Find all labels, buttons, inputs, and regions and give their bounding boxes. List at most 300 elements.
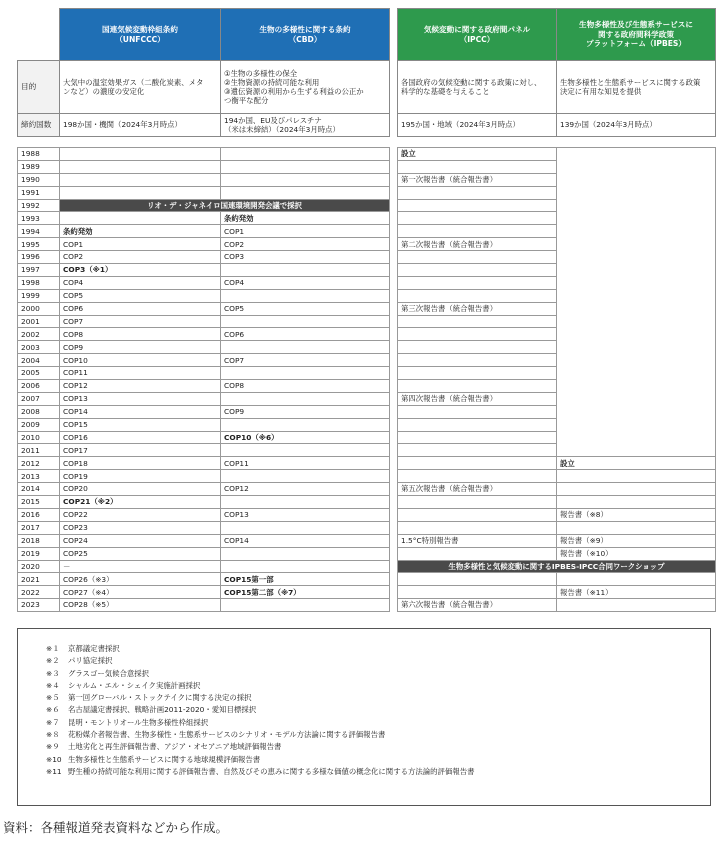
ipcc-event (398, 276, 557, 289)
year-cell: 2005 (18, 367, 60, 380)
unfccc-event (60, 173, 221, 186)
spacer (390, 392, 398, 405)
unfccc-event: COP10 (60, 354, 221, 367)
spacer (390, 328, 398, 341)
note-mark: ※２ (46, 656, 60, 666)
timeline-row (18, 483, 716, 496)
cbd-event: COP7 (221, 354, 390, 367)
cbd-event (221, 160, 390, 173)
cbd-event: COP4 (221, 276, 390, 289)
ipcc-header: 気候変動に関する政府間パネル （IPCC） (398, 9, 557, 61)
ipbes-event (557, 328, 716, 341)
ipcc-event: 第六次報告書（統合報告書） (398, 599, 557, 612)
spacer (390, 148, 398, 161)
timeline-row (18, 212, 716, 225)
timeline-row (18, 160, 716, 173)
note-mark: ※７ (46, 717, 60, 727)
note-item (46, 668, 710, 680)
year-cell: 2013 (18, 470, 60, 483)
unfccc-event: COP12 (60, 380, 221, 393)
unfccc-event: COP7 (60, 315, 221, 328)
cbd-event (221, 367, 390, 380)
spacer (390, 418, 398, 431)
joint-workshop-band: 生物多様性と気候変動に関するIPBES-IPCC合同ワークショップ (398, 560, 716, 573)
year-cell: 2019 (18, 547, 60, 560)
ipbes-purpose: 生物多様性と生態系サービスに関する政策 決定に有用な知見を提供 (557, 61, 716, 114)
spacer (390, 470, 398, 483)
timeline-row (18, 173, 716, 186)
year-cell: 1990 (18, 173, 60, 186)
spacer (390, 341, 398, 354)
spacer (390, 276, 398, 289)
timeline-row (18, 186, 716, 199)
ipbes-event (557, 199, 716, 212)
note-text: 野生種の持続可能な利用に関する評価報告書、自然及びその恵みに関する多様な価値の概念化に関する方法論的評価報告書 (68, 766, 475, 776)
unfccc-event (60, 160, 221, 173)
timeline-row (18, 225, 716, 238)
cbd-event: COP9 (221, 405, 390, 418)
timeline-row (18, 444, 716, 457)
ipbes-event (557, 599, 716, 612)
cbd-event: COP11 (221, 457, 390, 470)
note-mark: ※９ (46, 742, 60, 752)
note-text: パリ協定採択 (68, 656, 113, 666)
note-text: 昆明・モントリオール生物多様性枠組採択 (68, 717, 209, 727)
timeline-row (18, 573, 716, 586)
timeline-row (18, 251, 716, 264)
timeline-row (18, 341, 716, 354)
ipbes-event (557, 341, 716, 354)
note-mark: ※１ (46, 644, 60, 653)
spacer (390, 367, 398, 380)
ipcc-event (398, 496, 557, 509)
year-cell: 2008 (18, 405, 60, 418)
ipbes-event (557, 225, 716, 238)
ipbes-event (557, 251, 716, 264)
cbd-event (221, 418, 390, 431)
ipbes-event (557, 186, 716, 199)
year-cell: 1996 (18, 251, 60, 264)
ipbes-event (557, 367, 716, 380)
cbd-event (221, 547, 390, 560)
spacer (390, 483, 398, 496)
spacer (390, 302, 398, 315)
ipbes-event: 報告書（※9） (557, 534, 716, 547)
spacer (390, 186, 398, 199)
unfccc-event: COP14 (60, 405, 221, 418)
corner-cell (18, 9, 60, 61)
cbd-event (221, 599, 390, 612)
spacer (390, 264, 398, 277)
timeline-row (18, 199, 716, 212)
spacer (390, 431, 398, 444)
ipcc-event (398, 418, 557, 431)
timeline-row (18, 431, 716, 444)
cbd-event (221, 496, 390, 509)
note-item (46, 741, 710, 753)
timeline-table (17, 147, 716, 612)
note-item (46, 717, 710, 729)
timeline-row (18, 418, 716, 431)
notes-box (17, 628, 711, 806)
ipbes-event (557, 431, 716, 444)
ipcc-event (398, 328, 557, 341)
note-item (46, 655, 710, 667)
year-cell: 2021 (18, 573, 60, 586)
timeline-row (18, 380, 716, 393)
ipbes-event (557, 392, 716, 405)
timeline-row (18, 470, 716, 483)
ipcc-event (398, 225, 557, 238)
cbd-event (221, 560, 390, 573)
spacer (390, 238, 398, 251)
unfccc-event: 条約発効 (60, 225, 221, 238)
unfccc-event: COP8 (60, 328, 221, 341)
ipcc-event: 第四次報告書（統合報告書） (398, 392, 557, 405)
note-text: 生物多様性と生態系サービスに関する地球規模評価報告書 (68, 754, 261, 764)
ipbes-header: 生物多様性及び生態系サービスに 関する政府間科学政策 プラットフォーム（IPBES） (557, 9, 716, 61)
spacer (390, 534, 398, 547)
ipcc-event (398, 354, 557, 367)
timeline-row (18, 547, 716, 560)
ipbes-event (557, 289, 716, 302)
timeline-row (18, 560, 716, 573)
ipbes-event (557, 302, 716, 315)
cbd-event: COP8 (221, 380, 390, 393)
cbd-event (221, 173, 390, 186)
cbd-members: 194か国、EU及びパレスチナ （米は未締結）（2024年3月時点） (221, 114, 390, 137)
cbd-event: COP3 (221, 251, 390, 264)
year-cell: 2002 (18, 328, 60, 341)
year-cell: 2023 (18, 599, 60, 612)
year-cell: 2011 (18, 444, 60, 457)
ipbes-event (557, 418, 716, 431)
ipcc-event (398, 199, 557, 212)
ipbes-event: 報告書（※11） (557, 586, 716, 599)
ipcc-event: 第二次報告書（統合報告書） (398, 238, 557, 251)
timeline-row (18, 264, 716, 277)
unfccc-event (60, 148, 221, 161)
cbd-event (221, 444, 390, 457)
ipcc-event (398, 264, 557, 277)
unfccc-event: COP17 (60, 444, 221, 457)
ipcc-event (398, 547, 557, 560)
unfccc-event: COP26（※3） (60, 573, 221, 586)
unfccc-event (60, 186, 221, 199)
spacer (390, 354, 398, 367)
ipcc-event (398, 367, 557, 380)
timeline-row (18, 508, 716, 521)
spacer (390, 496, 398, 509)
ipbes-event (557, 354, 716, 367)
note-item (46, 643, 710, 655)
spacer (390, 160, 398, 173)
source-caption: 資料：各種報道発表資料などから作成。 (3, 820, 229, 835)
note-text: 京都議定書採択 (68, 644, 120, 653)
year-cell: 1991 (18, 186, 60, 199)
cbd-event: COP13 (221, 508, 390, 521)
timeline-row (18, 354, 716, 367)
rio-conference-band: リオ・デ・ジャネイロ国連環境開発会議で採択 (60, 199, 390, 212)
cbd-event (221, 148, 390, 161)
timeline-row (18, 302, 716, 315)
cbd-event (221, 264, 390, 277)
timeline-row (18, 586, 716, 599)
ipcc-event (398, 186, 557, 199)
cbd-event (221, 521, 390, 534)
note-text: 土地劣化と再生評価報告書、アジア・オセアニア地域評価報告書 (68, 742, 282, 752)
year-cell: 1997 (18, 264, 60, 277)
unfccc-event: COP22 (60, 508, 221, 521)
ipcc-event (398, 508, 557, 521)
note-item (46, 754, 710, 766)
spacer (390, 199, 398, 212)
ipcc-event (398, 405, 557, 418)
spacer (390, 251, 398, 264)
cbd-event: COP15第一部 (221, 573, 390, 586)
spacer (390, 225, 398, 238)
year-cell: 2022 (18, 586, 60, 599)
note-text: グラスゴー気候合意採択 (68, 668, 150, 678)
cbd-event: COP5 (221, 302, 390, 315)
year-cell: 2012 (18, 457, 60, 470)
spacer (390, 573, 398, 586)
ipbes-event (557, 521, 716, 534)
spacer (390, 173, 398, 186)
cbd-event: COP1 (221, 225, 390, 238)
unfccc-event: COP1 (60, 238, 221, 251)
ipbes-event (557, 380, 716, 393)
timeline-row (18, 521, 716, 534)
timeline-row (18, 315, 716, 328)
ipcc-event (398, 521, 557, 534)
ipcc-members: 195か国・地域（2024年3月時点） (398, 114, 557, 137)
unfccc-event: COP15 (60, 418, 221, 431)
cbd-event: COP15第二部（※7） (221, 586, 390, 599)
timeline-row (18, 148, 716, 161)
ipcc-event: 第三次報告書（統合報告書） (398, 302, 557, 315)
timeline-row (18, 457, 716, 470)
note-mark: ※11 (46, 766, 62, 776)
ipbes-event (557, 470, 716, 483)
cbd-event: COP2 (221, 238, 390, 251)
ipbes-event (557, 444, 716, 457)
timeline-row (18, 392, 716, 405)
unfccc-event: COP16 (60, 431, 221, 444)
ipcc-event (398, 457, 557, 470)
ipcc-event: 第五次報告書（統合報告書） (398, 483, 557, 496)
unfccc-event: COP21（※2） (60, 496, 221, 509)
year-cell: 2007 (18, 392, 60, 405)
timeline-row (18, 405, 716, 418)
spacer (390, 212, 398, 225)
year-cell: 1999 (18, 289, 60, 302)
unfccc-event: COP2 (60, 251, 221, 264)
cbd-event (221, 289, 390, 302)
ipcc-event: 設立 (398, 148, 557, 161)
unfccc-event (60, 212, 221, 225)
year-cell: 2009 (18, 418, 60, 431)
year-cell: 1993 (18, 212, 60, 225)
ipbes-event (557, 264, 716, 277)
ipcc-event (398, 470, 557, 483)
ipcc-event (398, 380, 557, 393)
timeline-row (18, 367, 716, 380)
note-mark: ※３ (46, 668, 60, 678)
cbd-event: COP10（※6） (221, 431, 390, 444)
note-item (46, 729, 710, 741)
spacer (390, 405, 398, 418)
year-cell: 1995 (18, 238, 60, 251)
spacer (390, 521, 398, 534)
ipcc-event: 1.5°C特別報告書 (398, 534, 557, 547)
year-cell: 2017 (18, 521, 60, 534)
unfccc-event: COP4 (60, 276, 221, 289)
ipbes-event (557, 148, 716, 161)
cbd-event: 条約発効 (221, 212, 390, 225)
cbd-event (221, 470, 390, 483)
ipbes-event (557, 276, 716, 289)
unfccc-event: COP5 (60, 289, 221, 302)
ipbes-event (557, 496, 716, 509)
spacer (390, 315, 398, 328)
spacer (390, 560, 398, 573)
unfccc-header: 国連気候変動枠組条約 （UNFCCC） (60, 9, 221, 61)
unfccc-event: COP27（※4） (60, 586, 221, 599)
year-cell: 2004 (18, 354, 60, 367)
note-text: 名古屋議定書採択、戦略計画2011-2020・愛知目標採択 (68, 705, 257, 715)
ipbes-event (557, 315, 716, 328)
note-mark: ※５ (46, 693, 60, 703)
cbd-event (221, 186, 390, 199)
cbd-event (221, 341, 390, 354)
year-cell: 2018 (18, 534, 60, 547)
note-mark: ※４ (46, 680, 60, 690)
spacer (390, 289, 398, 302)
note-item (46, 692, 710, 704)
year-cell: 1992 (18, 199, 60, 212)
year-cell: 1988 (18, 148, 60, 161)
unfccc-purpose: 大気中の温室効果ガス（二酸化炭素、メタ ンなど）の濃度の安定化 (60, 61, 221, 114)
ipcc-event (398, 431, 557, 444)
timeline-row (18, 238, 716, 251)
unfccc-event: COP6 (60, 302, 221, 315)
unfccc-event: COP11 (60, 367, 221, 380)
spacer (390, 547, 398, 560)
note-text: 第一回グローバル・ストックテイクに関する決定の採択 (68, 693, 252, 703)
year-cell: 2020 (18, 560, 60, 573)
note-text: 花粉媒介者報告書、生物多様性・生態系サービスのシナリオ・モデル方法論に関する評価報告書 (68, 730, 386, 740)
ipbes-event (557, 573, 716, 586)
cbd-event (221, 392, 390, 405)
unfccc-members: 198か国・機関（2024年3月時点） (60, 114, 221, 137)
purpose-label: 目的 (18, 61, 60, 114)
timeline-row (18, 599, 716, 612)
unfccc-event: COP25 (60, 547, 221, 560)
note-item (46, 766, 710, 778)
timeline-row (18, 276, 716, 289)
ipcc-event (398, 160, 557, 173)
year-cell: 2014 (18, 483, 60, 496)
year-cell: 1989 (18, 160, 60, 173)
spacer (390, 380, 398, 393)
ipbes-event (557, 238, 716, 251)
ipbes-event (557, 160, 716, 173)
overview-table (17, 8, 716, 137)
ipcc-event (398, 586, 557, 599)
unfccc-event: － (60, 560, 221, 573)
year-cell: 2010 (18, 431, 60, 444)
ipbes-event: 報告書（※10） (557, 547, 716, 560)
ipbes-event (557, 483, 716, 496)
ipcc-event: 第一次報告書（統合報告書） (398, 173, 557, 186)
unfccc-event: COP28（※5） (60, 599, 221, 612)
unfccc-event: COP18 (60, 457, 221, 470)
spacer (390, 457, 398, 470)
spacer (390, 508, 398, 521)
cbd-event (221, 315, 390, 328)
year-cell: 2006 (18, 380, 60, 393)
year-cell: 1994 (18, 225, 60, 238)
unfccc-event: COP24 (60, 534, 221, 547)
spacer (390, 444, 398, 457)
members-label: 締約国数 (18, 114, 60, 137)
ipbes-event (557, 173, 716, 186)
year-cell: 1998 (18, 276, 60, 289)
unfccc-event: COP20 (60, 483, 221, 496)
unfccc-event: COP13 (60, 392, 221, 405)
ipbes-event (557, 212, 716, 225)
unfccc-event: COP23 (60, 521, 221, 534)
ipcc-event (398, 289, 557, 302)
ipcc-event (398, 315, 557, 328)
note-text: シャルム・エル・シェイク実施計画採択 (68, 680, 201, 690)
ipbes-event: 報告書（※8） (557, 508, 716, 521)
note-mark: ※10 (46, 754, 62, 764)
ipcc-event (398, 251, 557, 264)
year-cell: 2015 (18, 496, 60, 509)
year-cell: 2003 (18, 341, 60, 354)
note-item (46, 704, 710, 716)
spacer (390, 586, 398, 599)
ipcc-event (398, 341, 557, 354)
ipbes-event: 設立 (557, 457, 716, 470)
timeline-row (18, 534, 716, 547)
ipcc-event (398, 573, 557, 586)
cbd-purpose: ①生物の多様性の保全 ②生物資源の持続可能な利用 ③遺伝資源の利用から生ずる利益の公正か つ衡平な配分 (221, 61, 390, 114)
ipcc-purpose: 各国政府の気候変動に関する政策に対し、 科学的な基礎を与えること (398, 61, 557, 114)
spacer (390, 599, 398, 612)
note-mark: ※８ (46, 730, 60, 740)
unfccc-event: COP3（※1） (60, 264, 221, 277)
note-item (46, 680, 710, 692)
cbd-event: COP14 (221, 534, 390, 547)
ipcc-event (398, 444, 557, 457)
note-mark: ※６ (46, 705, 60, 715)
cbd-event: COP6 (221, 328, 390, 341)
unfccc-event: COP9 (60, 341, 221, 354)
timeline-row (18, 289, 716, 302)
ipbes-members: 139か国（2024年3月時点） (557, 114, 716, 137)
year-cell: 2001 (18, 315, 60, 328)
unfccc-event: COP19 (60, 470, 221, 483)
timeline-row (18, 328, 716, 341)
year-cell: 2000 (18, 302, 60, 315)
cbd-header: 生物の多様性に関する条約 （CBD） (221, 9, 390, 61)
timeline-row (18, 496, 716, 509)
year-cell: 2016 (18, 508, 60, 521)
ipcc-event (398, 212, 557, 225)
